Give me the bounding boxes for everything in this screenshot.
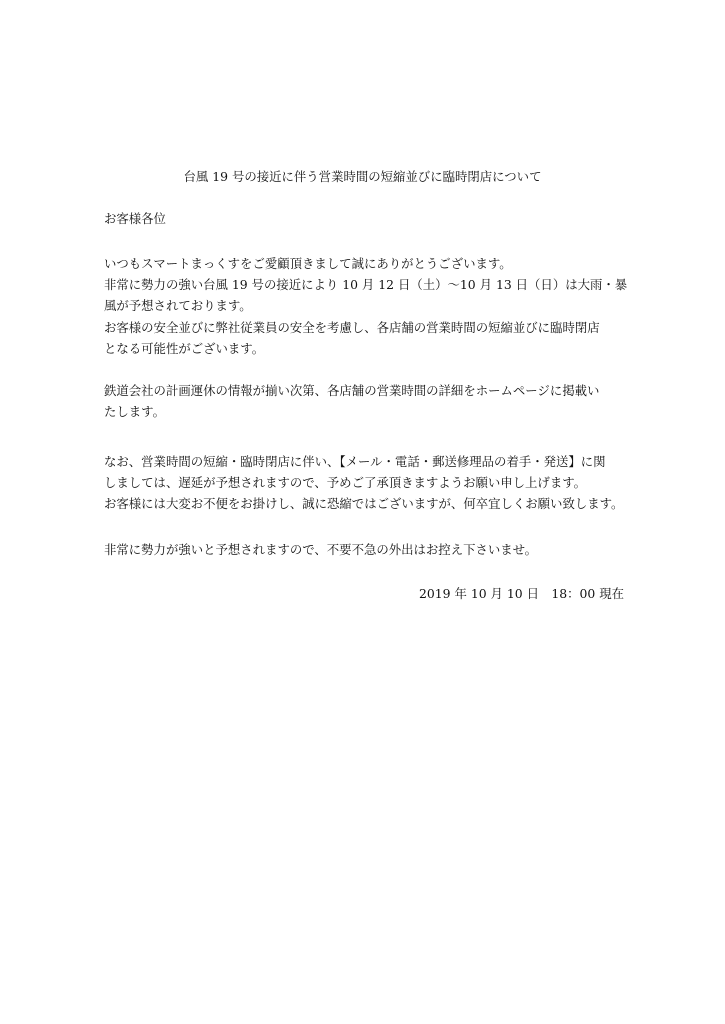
paragraph-line: なお、営業時間の短縮・臨時閉店に伴い、【メール・電話・郵送修理品の着手・発送】に関 xyxy=(104,454,606,469)
paragraph-line: 鉄道会社の計画運休の情報が揃い次第、各店舗の営業時間の詳細をホームページに掲載い xyxy=(104,383,600,398)
paragraph-safety-notice xyxy=(104,539,628,560)
paragraph-line: 非常に勢力の強い台風 19 号の接近により 10 月 12 日（土）～10 月 13 日（日）は大雨・暴 xyxy=(104,277,628,293)
paragraph-line: お客様には大変お不便をお掛けし、誠に恐縮ではございますが、何卒宜しくお願い致します。 xyxy=(104,496,624,512)
paragraph-line: 風が予想されております。 xyxy=(104,298,252,314)
paragraph-line: お客様の安全並びに弊社従業員の安全を考慮し、各店舗の営業時間の短縮並びに臨時閉店 xyxy=(104,319,600,335)
dateline: 2019 年 10 月 10 日 18：00 現在 xyxy=(419,586,624,601)
paragraph-homepage-notice xyxy=(104,380,628,422)
paragraph-greeting-and-forecast xyxy=(104,253,628,359)
salutation: お客様各位 xyxy=(104,211,166,226)
paragraph-line: 非常に勢力が強いと予想されますので、不要不急の外出はお控え下さいませ。 xyxy=(104,542,538,557)
paragraph-line: となる可能性がございます。 xyxy=(104,340,265,356)
paragraph-line: しましては、遅延が予想されますので、予めご了承頂きますようお願い申し上げます。 xyxy=(104,475,586,491)
paragraph-line: たします。 xyxy=(104,404,165,420)
paragraph-delay-notice xyxy=(104,451,628,515)
document-title: 台風 19 号の接近に伴う営業時間の短縮並びに臨時閉店について xyxy=(183,169,542,184)
paragraph-line: いつもスマートまっくすをご愛顧頂きまして誠にありがとうございます。 xyxy=(104,256,512,271)
